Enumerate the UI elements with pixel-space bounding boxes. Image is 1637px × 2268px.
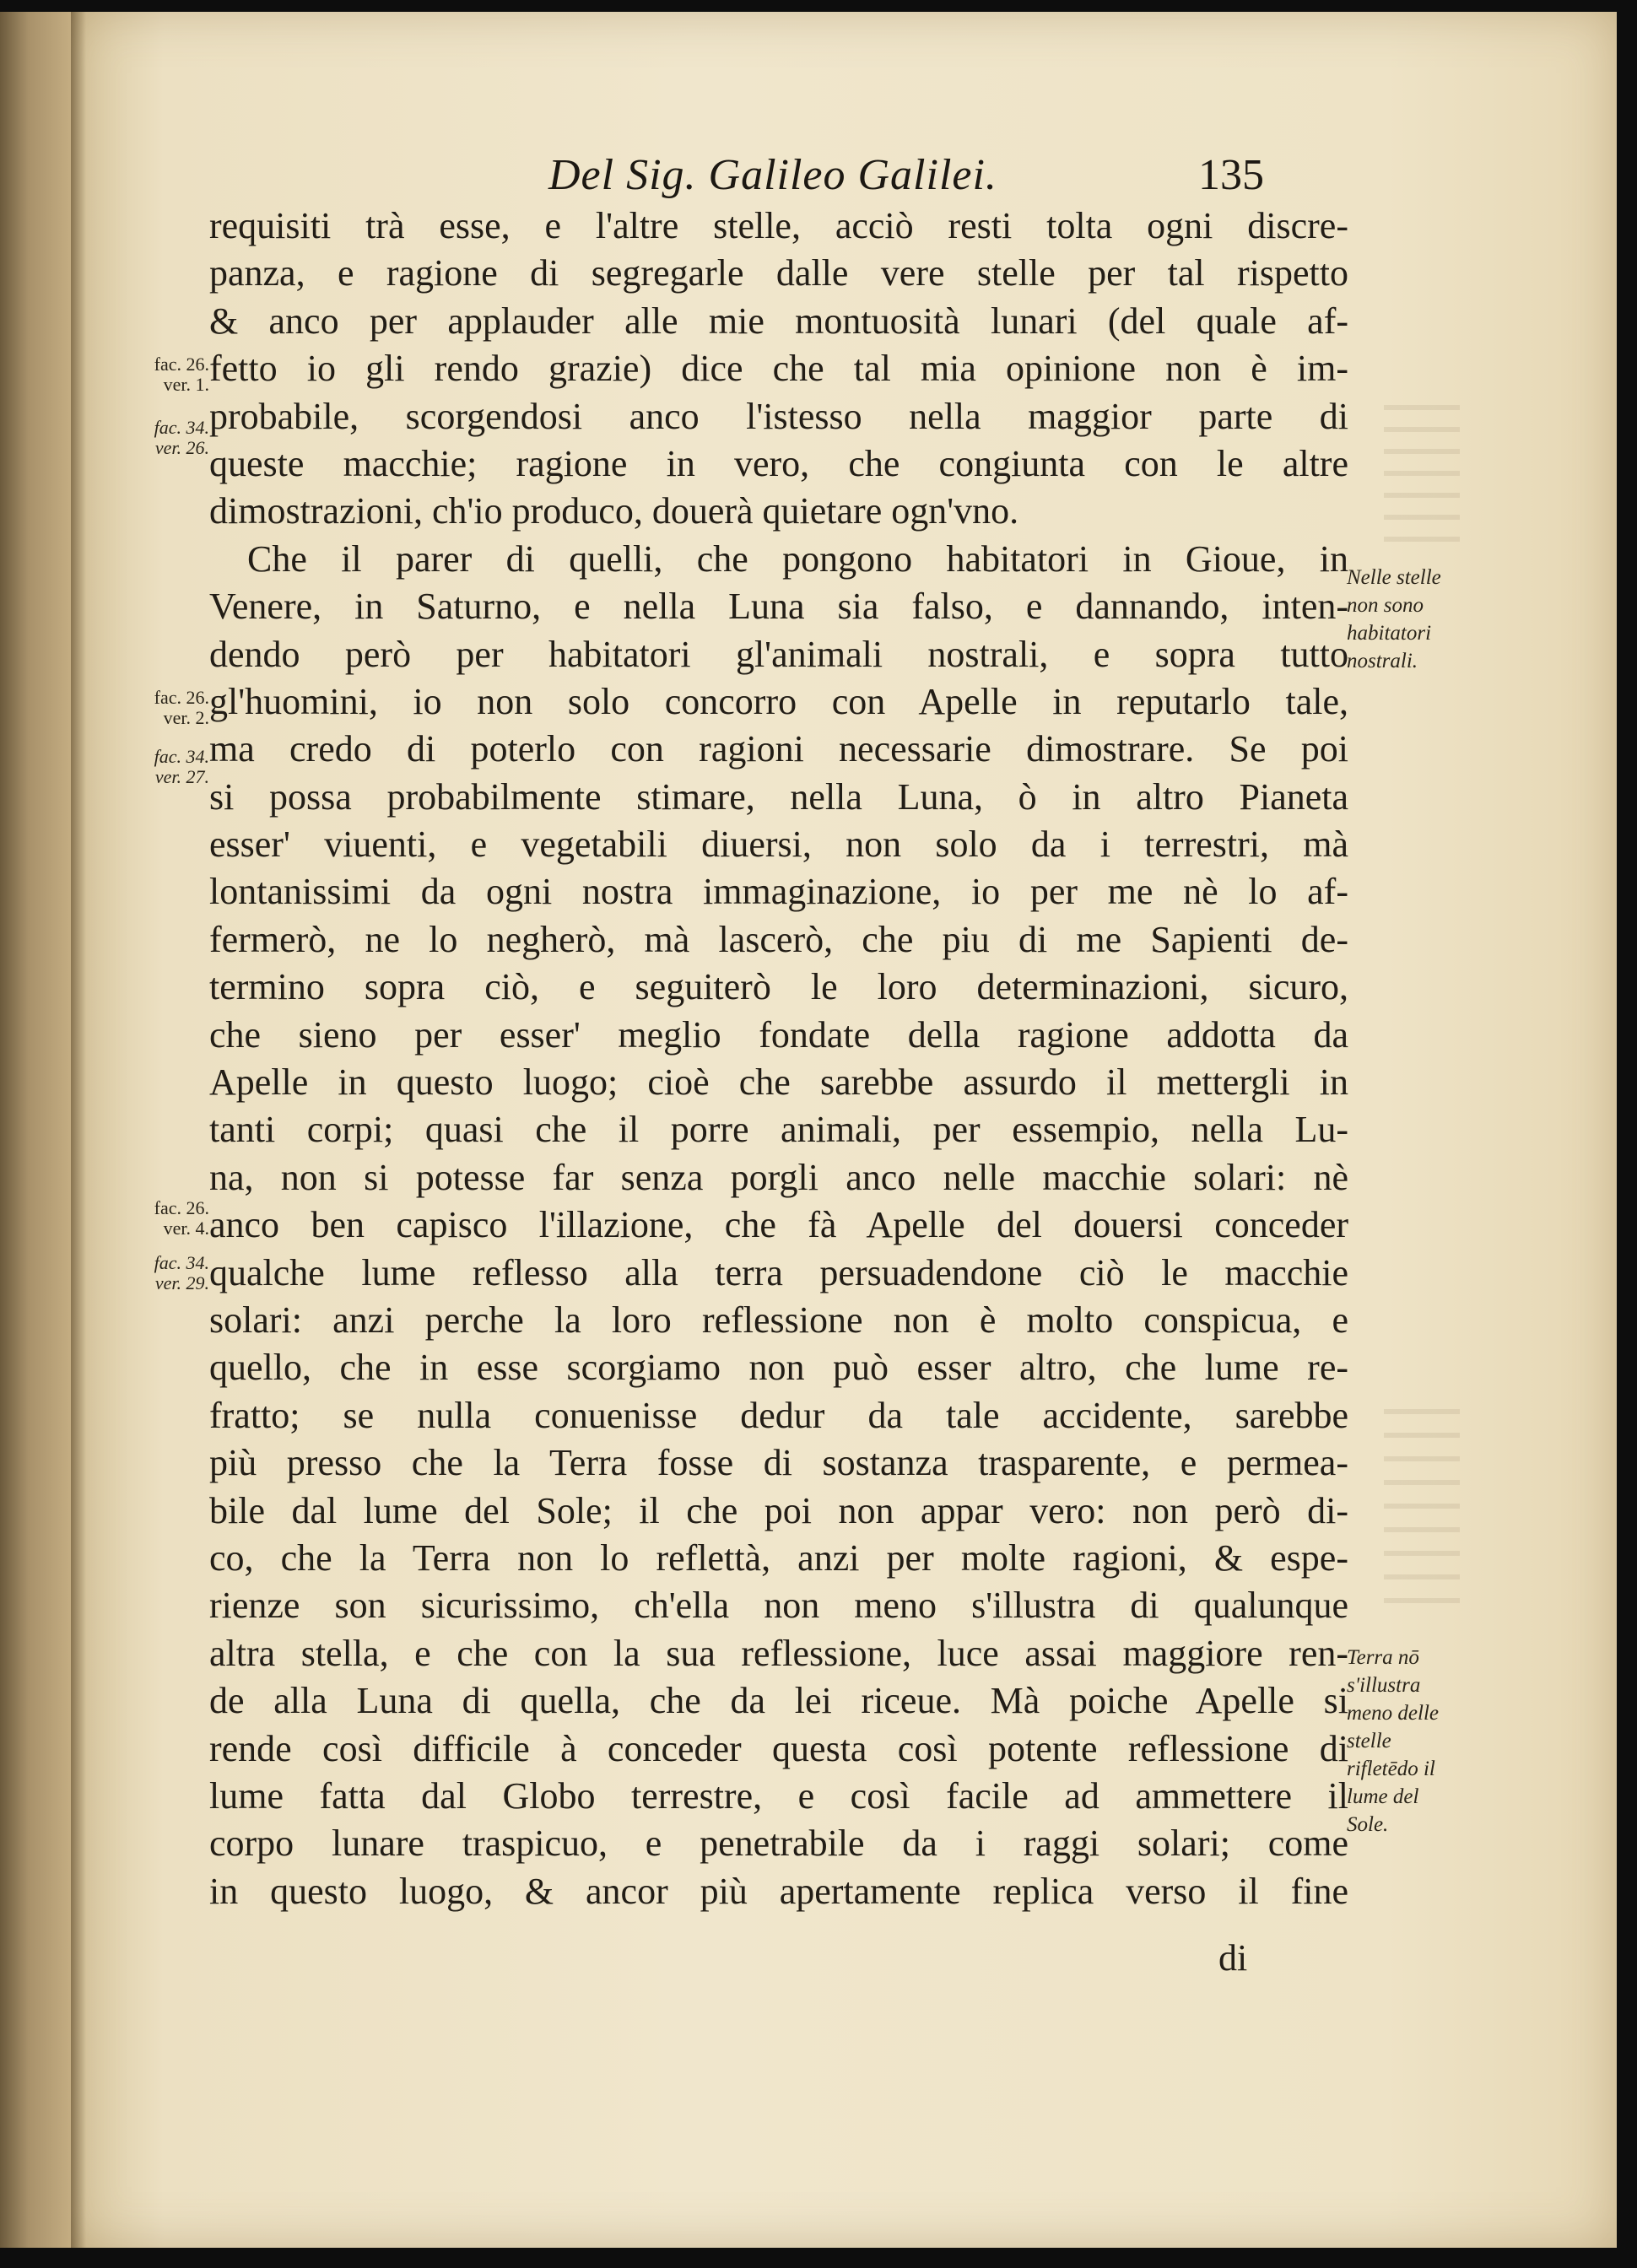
margin-fac: fac. 26.: [154, 687, 209, 708]
text-line: fratto; se nulla conuenisse dedur da tale accidente, sarebbe: [209, 1394, 1348, 1436]
text-line: Apelle in questo luogo; cioè che sarebbe assurdo il mettergli in: [209, 1061, 1348, 1104]
text-line: lume fatta dal Globo terrestre, e così facile ad ammettere il: [209, 1774, 1348, 1817]
text-line: in questo luogo, & ancor più apertamente replica verso il fine: [209, 1870, 1348, 1912]
margin-reference: [108, 354, 209, 395]
margin-note: Terra nō s'illustra meno delle stelle rifletēdo il lume del Sole.: [1347, 1646, 1439, 1836]
text-line: fermerò, ne lo negherò, mà lascerò, che piu di me Sapienti de-: [209, 918, 1348, 960]
text-line: esser' viuenti, e vegetabili diuersi, non solo da i terrestri, mà: [209, 824, 1348, 866]
text-line: Che il parer di quelli, che pongono habitatori in Gioue, in: [247, 537, 1348, 580]
margin-reference: [108, 1253, 209, 1293]
text-line: tanti corpi; quasi che il porre animali, per essempio, nella Lu-: [209, 1109, 1348, 1151]
margin-fac: fac. 34.: [154, 417, 209, 438]
text-line: co, che la Terra non lo reflettà, anzi per molte ragioni, & espe-: [209, 1536, 1348, 1579]
text-line: probabile, scorgendosi anco l'istesso nella maggior parte di: [209, 395, 1348, 437]
text-line: bile dal lume del Sole; il che poi non appar vero: non però di-: [209, 1489, 1348, 1531]
text-line: che sieno per esser' meglio fondate della ragione addotta da: [209, 1013, 1348, 1056]
text-line: requisiti trà esse, e l'altre stelle, acciò resti tolta ogni discre-: [209, 205, 1348, 246]
text-line: ma credo di poterlo con ragioni necessarie dimostrare. Se poi: [209, 728, 1348, 770]
text-line: si possa probabilmente stimare, nella Luna, ò in altro Pianeta: [209, 775, 1348, 818]
text-line: de alla Luna di quella, che da lei riceue. Mà poiche Apelle si: [209, 1680, 1348, 1722]
margin-fac: fac. 34.: [154, 1252, 209, 1273]
text-line: corpo lunare traspicuo, e penetrabile da i raggi solari; come: [209, 1822, 1348, 1865]
margin-note: Nelle stelle non sono habitatori nostrali.: [1347, 566, 1441, 672]
text-line: panza, e ragione di segregarle dalle vere stelle per tal rispetto: [209, 252, 1348, 294]
text-line: dendo però per habitatori gl'animali nostrali, e sopra tutto: [209, 633, 1348, 675]
catchword: di: [1218, 1937, 1248, 1979]
margin-reference: [108, 418, 209, 458]
show-through: [1384, 405, 1460, 557]
margin-ver: ver. 26.: [154, 437, 209, 458]
margin-ver: ver. 27.: [154, 766, 209, 787]
text-line: solari: anzi perche la loro reflessione non è molto conspicua, e: [209, 1299, 1348, 1341]
text-line: più presso che la Terra fosse di sostanza trasparente, e permea-: [209, 1442, 1348, 1484]
text-line: dimostrazioni, ch'io produco, douerà quietare ogn'vno.: [209, 490, 1019, 532]
text-line: Venere, in Saturno, e nella Luna sia falso, e dannando, inten-: [209, 586, 1348, 628]
book-gutter: [0, 12, 71, 2248]
text-line: rende così difficile à conceder questa così potente reflessione di: [209, 1727, 1348, 1769]
text-line: termino sopra ciò, e seguiterò le loro determinazioni, sicuro,: [209, 966, 1348, 1008]
text-line: na, non si potesse far senza porgli anco nelle macchie solari: nè: [209, 1156, 1348, 1198]
running-title: Del Sig. Galileo Galilei.: [548, 151, 997, 199]
margin-ver: ver. 2.: [163, 707, 209, 728]
margin-fac: fac. 26.: [154, 354, 209, 375]
margin-ver: ver. 1.: [163, 374, 209, 395]
margin-fac: fac. 26.: [154, 1197, 209, 1218]
text-line: quello, che in esse scorgiamo non può esser altro, che lume re-: [209, 1347, 1348, 1389]
text-line: anco ben capisco l'illazione, che fà Apelle del douersi conceder: [209, 1204, 1348, 1246]
text-line: qualche lume reflesso alla terra persuadendone ciò le macchie: [209, 1251, 1348, 1293]
margin-reference: [108, 1198, 209, 1239]
text-line: gl'huomini, io non solo concorro con Apelle in reputarlo tale,: [209, 680, 1348, 722]
text-line: & anco per applauder alle mie montuosità lunari (del quale af-: [209, 300, 1348, 342]
margin-reference: [108, 688, 209, 728]
margin-reference: [108, 747, 209, 787]
margin-ver: ver. 29.: [154, 1272, 209, 1293]
text-line: rienze son sicurissimo, ch'ella non meno s'illustra di qualunque: [209, 1585, 1348, 1627]
page-number: 135: [1198, 151, 1264, 199]
text-line: queste macchie; ragione in vero, che congiunta con le altre: [209, 442, 1348, 484]
main-text: [209, 202, 1348, 1915]
show-through: [1384, 1409, 1460, 1620]
margin-fac: fac. 34.: [154, 746, 209, 767]
text-line: lontanissimi da ogni nostra immaginazione, io per me nè lo af-: [209, 871, 1348, 913]
margin-ver: ver. 4.: [163, 1218, 209, 1239]
text-line: fetto io gli rendo grazie) dice che tal mia opinione non è im-: [209, 348, 1348, 390]
gutter-shadow: [71, 12, 86, 2248]
text-line: altra stella, e che con la sua reflessione, luce assai maggiore ren-: [209, 1632, 1348, 1674]
